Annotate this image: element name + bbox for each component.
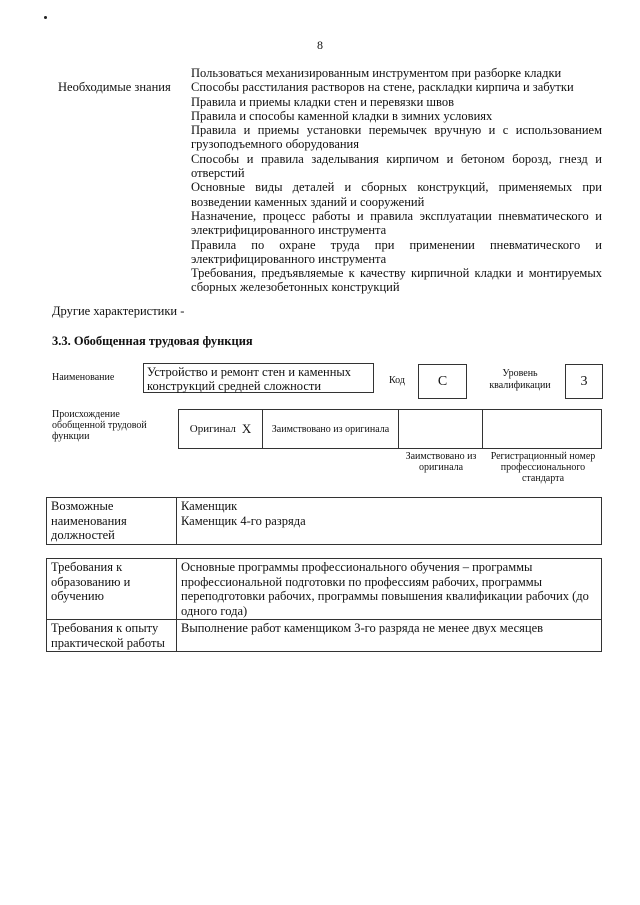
- knowledge-list: [191, 66, 602, 295]
- function-name-box: Устройство и ремонт стен и каменных конструкций средней сложности: [143, 363, 374, 393]
- table-row: [47, 620, 602, 652]
- caption-regnum: Регистрационный номер профессионального стандарта: [490, 451, 596, 484]
- knowledge-item: Способы и правила заделывания кирпичом и бетоном борозд, гнезд и отверстий: [191, 151, 602, 181]
- origin-regnum-cell: [483, 410, 601, 448]
- origin-label: Происхождение обобщенной трудовой функции: [52, 409, 147, 442]
- page-number: 8: [317, 38, 323, 52]
- position-name: Каменщик: [181, 499, 238, 513]
- table-row: [47, 498, 602, 545]
- level-label: Уровень квалификации: [489, 368, 551, 391]
- experience-value: Выполнение работ каменщиком 3-го разряда не менее двух месяцев: [177, 620, 602, 652]
- education-value: Основные программы профессионального обучения – программы профессиональной подготовки по профессиям рабочих, программы переподготовки рабочих, программы повышения квалификации рабочих (до одного года): [177, 559, 602, 620]
- knowledge-item: Способы расстилания растворов на стене, раскладки кирпича и забутки: [191, 80, 574, 95]
- origin-borrowed-cell: Заимствовано из оригинала: [263, 410, 399, 448]
- knowledge-item: Требования, предъявляемые к качеству кирпичной кладки и монтируемых сборных железобетонных конструкций: [191, 266, 602, 295]
- positions-table: [46, 497, 602, 545]
- knowledge-label: Необходимые знания: [58, 80, 171, 94]
- knowledge-item: Основные виды деталей и сборных конструкций, применяемых при возведении каменных зданий и сооружений: [191, 180, 602, 209]
- knowledge-item: Пользоваться механизированным инструментом при разборке кладки: [191, 66, 562, 80]
- positions-values: [177, 498, 602, 545]
- caption-borrowed: Заимствовано из оригинала: [405, 451, 477, 473]
- section-title: 3.3. Обобщенная трудовая функция: [52, 334, 253, 348]
- origin-borrowed-code-cell: [399, 410, 483, 448]
- original-label: Оригинал: [189, 423, 236, 435]
- original-mark: X: [241, 421, 252, 436]
- experience-label: Требования к опыту практической работы: [47, 620, 177, 652]
- code-box: C: [418, 364, 467, 399]
- origin-table: [178, 409, 602, 449]
- positions-label: Возможные наименования должностей: [47, 498, 177, 545]
- knowledge-item: Правила по охране труда при применении пневматического и электрифицированного инструмента: [191, 237, 602, 266]
- knowledge-item: Правила и приемы кладки стен и перевязки швов: [191, 94, 454, 109]
- name-label: Наименование: [52, 372, 115, 383]
- knowledge-item: Правила и способы каменной кладки в зимних условиях: [191, 108, 493, 123]
- requirements-table: [46, 558, 602, 652]
- code-label: Код: [389, 375, 405, 386]
- table-row: [47, 559, 602, 620]
- scan-speck: [44, 16, 47, 19]
- origin-original-cell: [179, 410, 263, 448]
- other-characteristics: Другие характеристики -: [52, 304, 185, 318]
- position-name: Каменщик 4-го разряда: [181, 513, 306, 528]
- knowledge-item: Правила и приемы установки перемычек вручную и с использованием грузоподъемного оборудования: [191, 123, 602, 152]
- level-box: 3: [565, 364, 603, 399]
- education-label: Требования к образованию и обучению: [47, 559, 177, 620]
- knowledge-item: Назначение, процесс работы и правила эксплуатации пневматического и электрифицированного инструмента: [191, 208, 602, 238]
